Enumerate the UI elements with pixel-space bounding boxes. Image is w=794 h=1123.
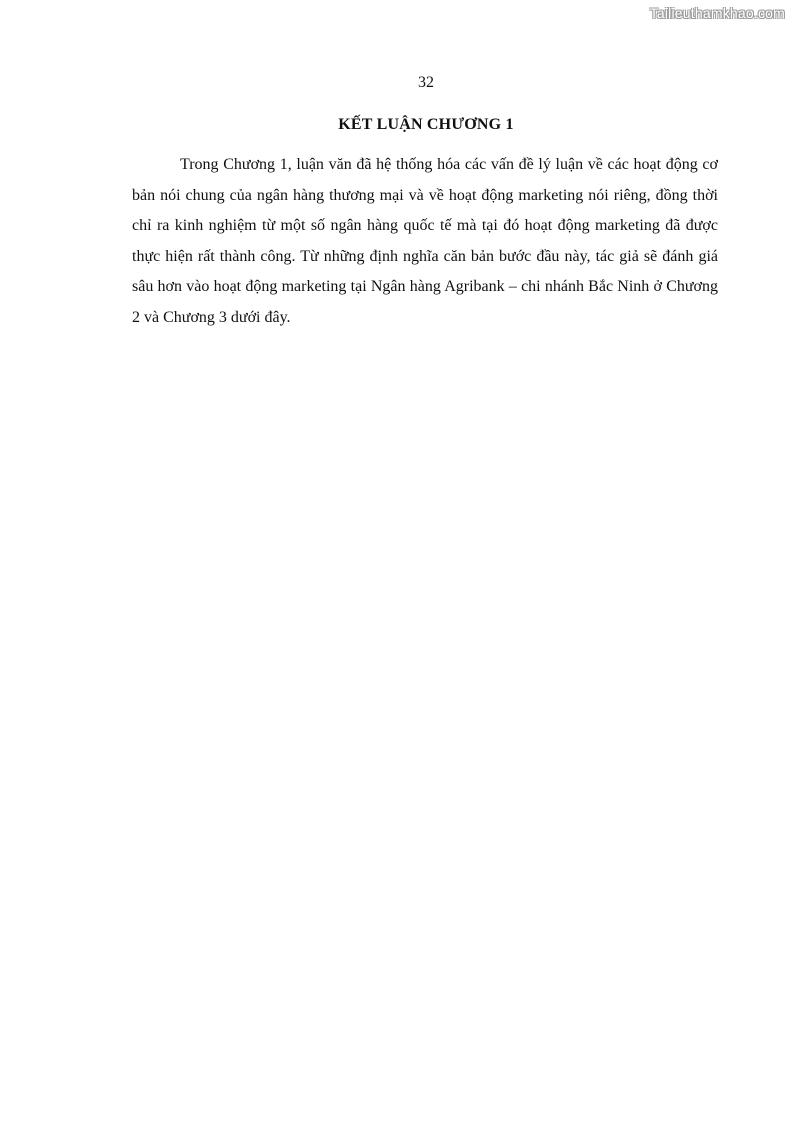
watermark: Tailieuthamkhao.com — [649, 5, 785, 21]
body-paragraph: Trong Chương 1, luận văn đã hệ thống hóa các vấn đề lý luận về các hoạt động cơ bản nói chung của ngân hàng thương mại và về hoạt động marketing nói riêng, đồng thời chỉ ra kinh nghiệm từ một số ngân hàng quốc tế mà tại đó hoạt động marketing đã được thực hiện rất thành công. Từ những định nghĩa căn bản bước đầu này, tác giả sẽ đánh giá sâu hơn vào hoạt động marketing tại Ngân hàng Agribank – chi nhánh Bắc Ninh ở Chương 2 và Chương 3 dưới đây. — [132, 156, 718, 326]
chapter-title: KẾT LUẬN CHƯƠNG 1 — [338, 116, 514, 133]
page-number: 32 — [418, 74, 434, 91]
